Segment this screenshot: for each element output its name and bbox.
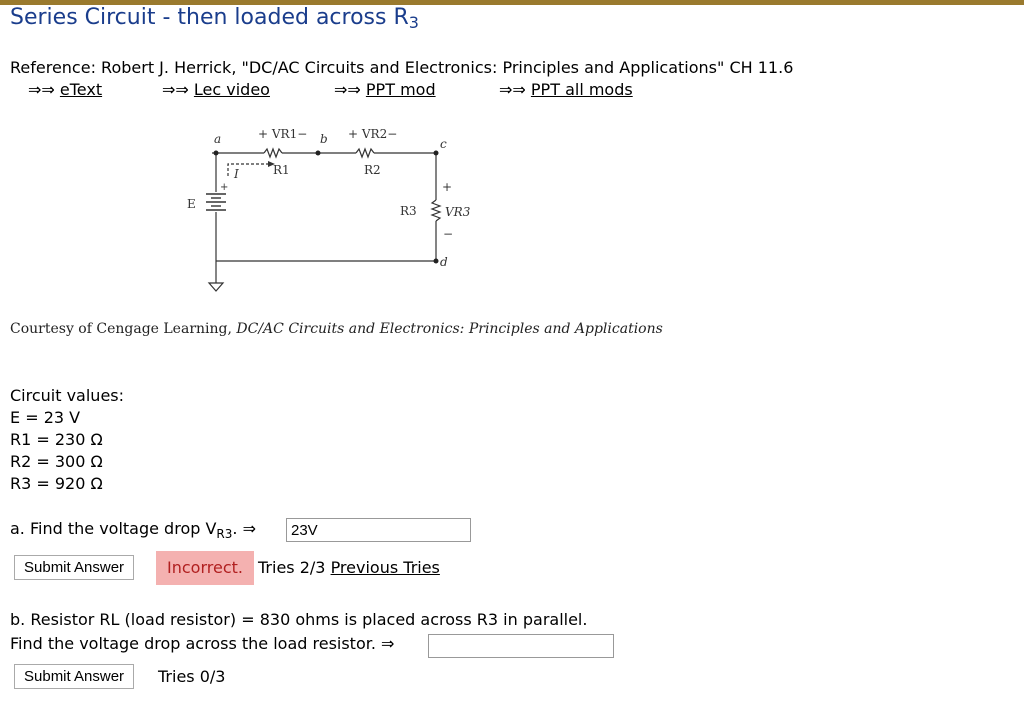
etext-link-group xyxy=(28,80,102,99)
battery-plus-sign: + xyxy=(220,182,229,193)
figure-credit: Courtesy of Cengage Learning, DC/AC Circuits and Electronics: Principles and Applications xyxy=(10,321,663,337)
submit-answer-a-button[interactable]: Submit Answer xyxy=(14,555,134,580)
circuit-values xyxy=(10,385,124,495)
circuit-values-heading: Circuit values: xyxy=(10,386,125,405)
value-line: R3 = 920 Ω xyxy=(10,474,103,493)
node-a-label: a xyxy=(214,132,222,146)
vr3-minus-sign: − xyxy=(443,227,454,241)
ppt-all-mods-link[interactable]: PPT all mods xyxy=(530,80,633,99)
node-b-label: b xyxy=(320,132,328,146)
value-line: R2 = 300 Ω xyxy=(10,452,103,471)
ppt-mod-link[interactable]: PPT mod xyxy=(365,80,436,99)
value-line: E = 23 V xyxy=(10,408,81,427)
tries-b: Tries 0/3 xyxy=(158,667,226,686)
vr3-label: VR3 xyxy=(445,205,470,219)
tries-a: Tries 2/3 Previous Tries xyxy=(258,558,440,577)
incorrect-badge: Incorrect. xyxy=(156,551,254,585)
previous-tries-link[interactable]: Previous Tries xyxy=(330,558,440,577)
current-label: I xyxy=(234,167,239,181)
lec-video-link[interactable]: Lec video xyxy=(193,80,270,99)
answer-a-input[interactable] xyxy=(286,518,471,542)
double-arrow-icon: ⇒⇒ xyxy=(499,80,526,99)
value-line: R1 = 230 Ω xyxy=(10,430,103,449)
node-c-label: c xyxy=(440,137,447,151)
etext-link[interactable]: eText xyxy=(59,80,103,99)
node-d-label: d xyxy=(440,255,448,269)
reference-text: Reference: Robert J. Herrick, "DC/AC Circuits and Electronics: Principles and Applications" CH 11.6 xyxy=(10,58,794,77)
question-b-line2: Find the voltage drop across the load resistor. ⇒ xyxy=(10,634,395,653)
double-arrow-icon: ⇒⇒ xyxy=(162,80,189,99)
question-b-line1: b. Resistor RL (load resistor) = 830 ohms is placed across R3 in parallel. xyxy=(10,610,588,629)
double-arrow-icon: ⇒⇒ xyxy=(334,80,361,99)
r3-label: R3 xyxy=(400,204,417,218)
vr1-label: + VR1− xyxy=(258,127,308,141)
submit-answer-b-button[interactable]: Submit Answer xyxy=(14,664,134,689)
vr2-label: + VR2− xyxy=(348,127,398,141)
double-arrow-icon: ⇒⇒ xyxy=(28,80,55,99)
r2-label: R2 xyxy=(364,163,381,177)
r1-label: R1 xyxy=(273,163,290,177)
answer-b-input[interactable] xyxy=(428,634,614,658)
e-label: E xyxy=(187,197,196,211)
vr3-plus-sign: + xyxy=(442,180,453,194)
page-title: Series Circuit - then loaded across $R_3$ xyxy=(10,5,419,32)
ppt-mod-link-group xyxy=(334,80,436,99)
resource-links xyxy=(0,80,1024,102)
circuit-diagram xyxy=(170,118,470,303)
lec-video-link-group xyxy=(162,80,270,99)
question-a: a. Find the voltage drop $V_{R3}$. ⇒ xyxy=(10,519,256,542)
ppt-all-mods-link-group xyxy=(499,80,633,99)
